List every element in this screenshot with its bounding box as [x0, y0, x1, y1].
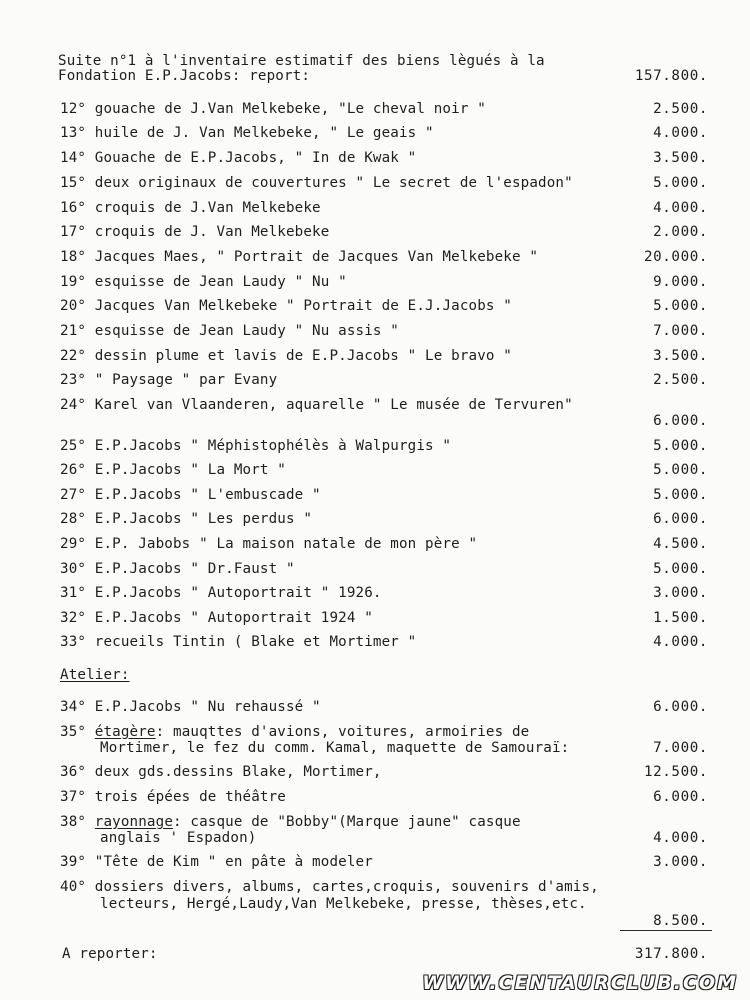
inventory-item-35-line-2: Mortimer, le fez du comm. Kamal, maquette de Samouraï:: [100, 740, 570, 756]
item-amount: 6.000.: [653, 511, 708, 527]
item-amount: 5.000.: [653, 298, 708, 314]
inventory-item: 31° E.P.Jacobs " Autoportrait " 1926.: [60, 585, 382, 601]
item-amount: 1.500.: [653, 610, 708, 626]
inventory-item: 22° dessin plume et lavis de E.P.Jacobs " Le bravo ": [60, 348, 512, 364]
item-amount: 5.000.: [653, 175, 708, 191]
inventory-item: 12° gouache de J.Van Melkebeke, "Le cheval noir ": [60, 101, 486, 117]
item-amount: 4.500.: [653, 536, 708, 552]
inventory-item: 21° esquisse de Jean Laudy " Nu assis ": [60, 323, 399, 339]
inventory-item: 28° E.P.Jacobs " Les perdus ": [60, 511, 313, 527]
item-description: : mauqttes d'avions, voitures, armoiries de: [155, 724, 530, 740]
item-amount-36: 12.500.: [644, 764, 708, 780]
item-amount-37: 6.000.: [653, 789, 708, 805]
item-amount-35: 7.000.: [653, 740, 708, 756]
item-amount-39: 3.000.: [653, 854, 708, 870]
inventory-item: 19° esquisse de Jean Laudy " Nu ": [60, 274, 347, 290]
item-amount: 3.500.: [653, 348, 708, 364]
item-amount: 5.000.: [653, 438, 708, 454]
inventory-item-39: 39° "Tête de Kim " en pâte à modeler: [60, 854, 373, 870]
item-amount: 4.000.: [653, 125, 708, 141]
item-amount-34: 6.000.: [653, 699, 708, 715]
inventory-item: 33° recueils Tintin ( Blake et Mortimer ": [60, 634, 417, 650]
etagere-label: étagère: [94, 724, 156, 740]
inventory-item: 24° Karel van Vlaanderen, aquarelle " Le musée de Tervuren": [60, 397, 573, 413]
item-amount: 3.500.: [653, 150, 708, 166]
item-description: : casque de "Bobby"(Marque jaune" casque: [173, 814, 521, 830]
header-line-2: Fondation E.P.Jacobs: report:: [58, 68, 311, 84]
item-amount: 4.000.: [653, 200, 708, 216]
item-amount: 5.000.: [653, 561, 708, 577]
atelier-heading: Atelier:: [60, 667, 130, 683]
inventory-item: 16° croquis de J.Van Melkebeke: [60, 200, 321, 216]
report-amount: 157.800.: [634, 68, 708, 84]
inventory-item: 18° Jacques Maes, " Portrait de Jacques Van Melkebeke ": [60, 249, 539, 265]
item-amount: 3.000.: [653, 585, 708, 601]
item-amount: 5.000.: [653, 462, 708, 478]
inventory-item: 26° E.P.Jacobs " La Mort ": [60, 462, 286, 478]
item-amount: 5.000.: [653, 487, 708, 503]
inventory-item-36: 36° deux gds.dessins Blake, Mortimer,: [60, 764, 382, 780]
rayonnage-label: rayonnage: [94, 814, 174, 830]
item-amount: 2.500.: [653, 101, 708, 117]
inventory-item: 13° huile de J. Van Melkebeke, " Le geais ": [60, 125, 434, 141]
item-amount: 6.000.: [653, 413, 708, 429]
item-number: 35°: [60, 724, 95, 740]
inventory-item-40: 40° dossiers divers, albums, cartes,croquis, souvenirs d'amis,: [60, 879, 599, 895]
item-amount-40: 8.500.: [653, 913, 708, 929]
inventory-item-38-line-2: anglais ' Espadon): [100, 830, 257, 846]
sum-rule: [620, 930, 712, 931]
item-amount-38: 4.000.: [653, 830, 708, 846]
header-line-1: Suite n°1 à l'inventaire estimatif des biens lègués à la: [58, 53, 545, 69]
carry-forward-label: A reporter:: [62, 946, 158, 962]
item-amount: 4.000.: [653, 634, 708, 650]
item-number: 38°: [60, 814, 95, 830]
inventory-item-40-line-2: lecteurs, Hergé,Laudy,Van Melkebeke, presse, thèses,etc.: [100, 896, 587, 912]
item-amount: 2.000.: [653, 224, 708, 240]
inventory-item: 17° croquis de J. Van Melkebeke: [60, 224, 330, 240]
inventory-item: 27° E.P.Jacobs " L'embuscade ": [60, 487, 321, 503]
inventory-item: 25° E.P.Jacobs " Méphistophélès à Walpurgis ": [60, 438, 452, 454]
item-amount: 20.000.: [644, 249, 708, 265]
carry-forward-total: 317.800.: [634, 946, 708, 962]
inventory-item: 32° E.P.Jacobs " Autoportrait 1924 ": [60, 610, 373, 626]
inventory-item: 23° " Paysage " par Evany: [60, 372, 278, 388]
inventory-item: 14° Gouache de E.P.Jacobs, " In de Kwak ": [60, 150, 417, 166]
inventory-item: 29° E.P. Jabobs " La maison natale de mon père ": [60, 536, 478, 552]
item-amount: 2.500.: [653, 372, 708, 388]
inventory-item: 15° deux originaux de couvertures " Le secret de l'espadon": [60, 175, 573, 191]
item-amount: 7.000.: [653, 323, 708, 339]
watermark: WWW.CENTAURCLUB.COM: [422, 972, 738, 994]
inventory-item: 20° Jacques Van Melkebeke " Portrait de E.J.Jacobs ": [60, 298, 512, 314]
inventory-item: 30° E.P.Jacobs " Dr.Faust ": [60, 561, 295, 577]
inventory-item-34: 34° E.P.Jacobs " Nu rehaussé ": [60, 699, 321, 715]
item-amount: 9.000.: [653, 274, 708, 290]
inventory-item-37: 37° trois épées de théâtre: [60, 789, 286, 805]
